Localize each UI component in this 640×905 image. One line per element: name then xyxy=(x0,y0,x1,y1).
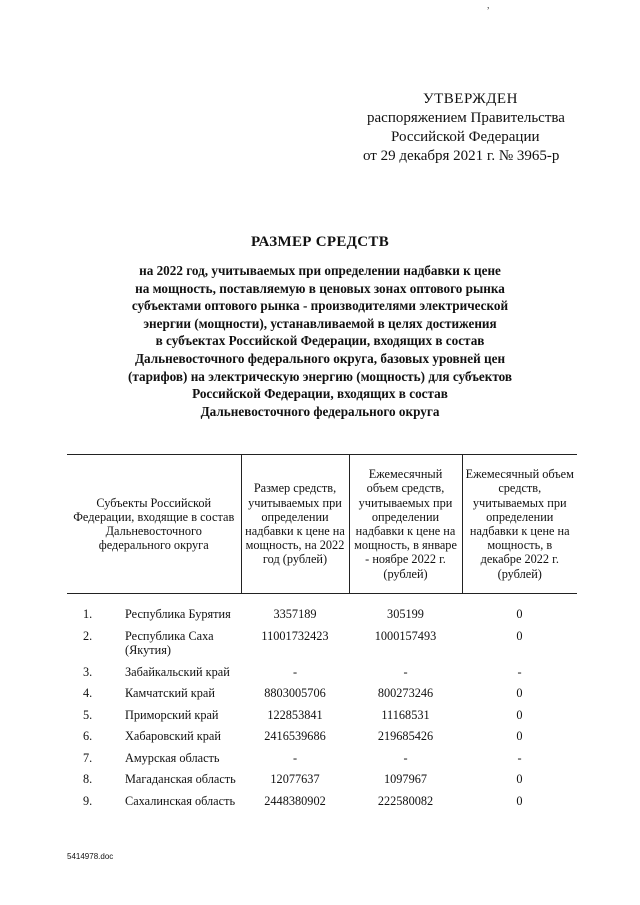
row-number: 6. xyxy=(83,729,93,743)
region-name: Магаданская область xyxy=(125,772,236,786)
document-title: РАЗМЕР СРЕДСТВ xyxy=(250,234,390,250)
row-spacer xyxy=(67,765,577,772)
table-header-row xyxy=(67,455,577,594)
table-row xyxy=(67,772,577,787)
subtitle-line: Дальневосточного федерального округа, базовых уровней цен xyxy=(134,350,506,366)
row-spacer xyxy=(67,679,577,686)
funds-table xyxy=(67,454,577,808)
table-row xyxy=(67,594,577,622)
monthly-dec-amount: - xyxy=(517,750,522,765)
subtitle-line: энергии (мощности), устанавливаемой в целях достижения xyxy=(143,315,497,331)
row-spacer xyxy=(67,701,577,708)
subtitle-line: Российской Федерации, входящих в состав xyxy=(192,386,448,402)
region-cell xyxy=(67,686,241,701)
annual-amount: 8803005706 xyxy=(264,686,326,700)
annual-amount: 122853841 xyxy=(267,707,323,722)
table-row xyxy=(67,629,577,658)
monthly-jan-nov-amount: 222580082 xyxy=(377,793,434,808)
row-spacer xyxy=(67,622,577,629)
row-number: 4. xyxy=(83,686,93,700)
monthly-dec-amount: 0 xyxy=(516,707,523,722)
monthly-jan-nov-amount: 305199 xyxy=(387,607,424,621)
header-region: Субъекты Российской Федерации, входящие в состав Дальневосточного федерального округа xyxy=(67,455,241,594)
monthly-jan-nov-amount: 1097967 xyxy=(383,772,428,786)
annual-amount: 3357189 xyxy=(273,607,317,621)
region-cell xyxy=(67,729,241,744)
row-number: 3. xyxy=(83,664,93,679)
monthly-dec-amount: - xyxy=(517,664,522,679)
subtitle-line: Дальневосточного федерального округа xyxy=(200,403,440,419)
region-name: Приморский край xyxy=(125,707,219,722)
annual-amount: 11001732423 xyxy=(261,628,329,643)
monthly-dec-amount: 0 xyxy=(516,793,523,808)
table-row xyxy=(67,708,577,723)
monthly-jan-nov-amount: 219685426 xyxy=(377,729,434,743)
region-name: Забайкальский край xyxy=(125,664,230,679)
row-number: 1. xyxy=(83,607,93,621)
annual-amount: 2448380902 xyxy=(264,793,326,808)
monthly-dec-amount: 0 xyxy=(516,628,523,643)
document-subtitle xyxy=(0,262,640,420)
monthly-dec-amount: 0 xyxy=(516,607,523,621)
region-cell xyxy=(67,794,241,809)
row-number: 8. xyxy=(83,772,93,786)
row-spacer xyxy=(67,744,577,751)
region-cell xyxy=(67,665,241,680)
region-cell xyxy=(67,751,241,766)
row-number: 7. xyxy=(83,750,93,765)
funds-table-container xyxy=(67,454,577,808)
row-number: 9. xyxy=(83,793,93,808)
corner-mark: , xyxy=(487,0,490,11)
row-spacer xyxy=(67,722,577,729)
region-cell xyxy=(67,594,241,622)
region-name: Республика Бурятия xyxy=(125,607,231,621)
region-name: Республика Саха (Якутия) xyxy=(125,628,214,657)
approval-line-1: распоряжением Правительства xyxy=(367,110,565,126)
footer-doc-code: 5414978.doc xyxy=(67,852,114,861)
monthly-dec-amount: 0 xyxy=(516,686,523,700)
monthly-dec-amount: 0 xyxy=(516,729,523,743)
row-number: 2. xyxy=(83,628,93,643)
subtitle-line: на 2022 год, учитываемых при определении надбавки к цене xyxy=(139,263,501,278)
subtitle-line: на мощность, поставляемую в ценовых зонах оптового рынка xyxy=(135,280,505,296)
monthly-jan-nov-amount: - xyxy=(403,750,408,765)
monthly-jan-nov-amount: - xyxy=(403,664,408,679)
region-name: Хабаровский край xyxy=(125,729,221,743)
annual-amount: 2416539686 xyxy=(264,729,326,743)
annual-amount: - xyxy=(292,750,298,765)
subtitle-line: в субъектах Российской Федерации, входящих в состав xyxy=(155,333,485,349)
annual-amount: - xyxy=(292,664,298,679)
row-spacer xyxy=(67,658,577,665)
header-annual: Размер средств, учитываемых при определении надбавки к цене на мощность, на 2022 год (рублей) xyxy=(241,455,349,594)
approval-heading: УТВЕРЖДЕН xyxy=(423,91,518,107)
row-spacer xyxy=(67,787,577,794)
row-number: 5. xyxy=(83,707,93,722)
annual-amount: 12077637 xyxy=(270,772,320,786)
table-row xyxy=(67,686,577,701)
subtitle-line: (тарифов) на электрическую энергию (мощность) для субъектов xyxy=(127,368,513,384)
region-name: Сахалинская область xyxy=(125,793,236,808)
subtitle-line: субъектами оптового рынка - производителями электрической xyxy=(131,298,509,314)
region-cell xyxy=(67,772,241,787)
approval-line-2: Российской Федерации xyxy=(391,129,540,145)
table-row xyxy=(67,729,577,744)
region-name: Амурская область xyxy=(125,750,220,765)
table-row xyxy=(67,665,577,680)
region-cell xyxy=(67,708,241,723)
monthly-jan-nov-amount: 1000157493 xyxy=(374,628,437,643)
monthly-jan-nov-amount: 800273246 xyxy=(377,686,434,700)
table-row xyxy=(67,751,577,766)
monthly-jan-nov-amount: 11168531 xyxy=(381,707,430,722)
header-monthly-jan-nov: Ежемесячный объем средств, учитываемых при определении надбавки к цене на мощность, в январе - ноябре 2022 г. (рублей) xyxy=(349,455,462,594)
monthly-dec-amount: 0 xyxy=(516,772,523,786)
header-monthly-dec: Ежемесячный объем средств, учитываемых при определении надбавки к цене на мощность, в декабре 2022 г. (рублей) xyxy=(462,455,577,594)
table-body xyxy=(67,594,577,809)
table-row xyxy=(67,794,577,809)
region-cell xyxy=(67,629,241,658)
region-name: Камчатский край xyxy=(125,686,215,700)
approval-line-3: от 29 декабря 2021 г. № 3965-р xyxy=(363,148,560,164)
